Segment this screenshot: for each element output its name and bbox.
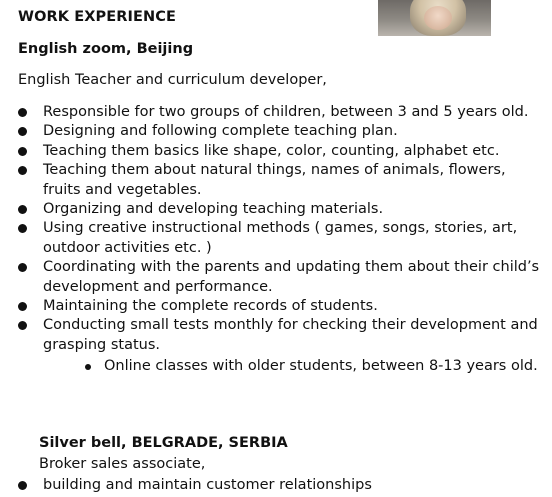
photo-face xyxy=(424,6,452,30)
duty-text: Maintaining the complete records of students. xyxy=(43,298,378,315)
sub-duties-list xyxy=(43,357,540,376)
duty-item xyxy=(0,103,540,122)
duty-text: Responsible for two groups of children, between 3 and 5 years old. xyxy=(43,104,529,120)
duty-item xyxy=(0,258,540,297)
duty-item xyxy=(0,476,540,495)
duty-text: Using creative instructional methods ( games, songs, stories, art, outdoor activities etc. ) xyxy=(43,220,518,256)
job-title-english-zoom: English zoom, Beijing xyxy=(18,41,194,57)
duty-text: Designing and following complete teaching plan. xyxy=(43,123,398,140)
duty-item xyxy=(0,316,540,376)
duty-item xyxy=(0,161,540,200)
duty-item xyxy=(0,122,540,141)
duty-text: Teaching them basics like shape, color, counting, alphabet etc. xyxy=(43,142,500,159)
profile-photo xyxy=(378,0,491,36)
job-title-silver-bell: Silver bell, BELGRADE, SERBIA xyxy=(39,435,288,451)
duty-item xyxy=(0,219,540,258)
duty-text: Organizing and developing teaching materials. xyxy=(43,201,384,218)
section-title: WORK EXPERIENCE xyxy=(18,9,177,25)
duty-text: Teaching them about natural things, names of animals, flowers, fruits and vegetables. xyxy=(43,162,506,198)
duty-item xyxy=(0,142,540,161)
job-role-english-teacher: English Teacher and curriculum developer, xyxy=(18,72,327,88)
duties-list-english-zoom xyxy=(0,103,540,377)
duty-text: Coordinating with the parents and updating them about their child’s development and performance. xyxy=(43,259,540,295)
duties-list-silver-bell xyxy=(0,476,540,495)
sub-duty-text: Online classes with older students, between 8-13 years old. xyxy=(104,358,538,375)
duty-text: Conducting small tests monthly for checking their development and grasping status. xyxy=(43,317,538,353)
duty-item xyxy=(0,297,540,316)
duty-text: building and maintain customer relationships xyxy=(43,477,372,493)
sub-duty-item xyxy=(43,357,540,376)
job-role-broker: Broker sales associate, xyxy=(39,456,206,472)
duty-item xyxy=(0,200,540,219)
